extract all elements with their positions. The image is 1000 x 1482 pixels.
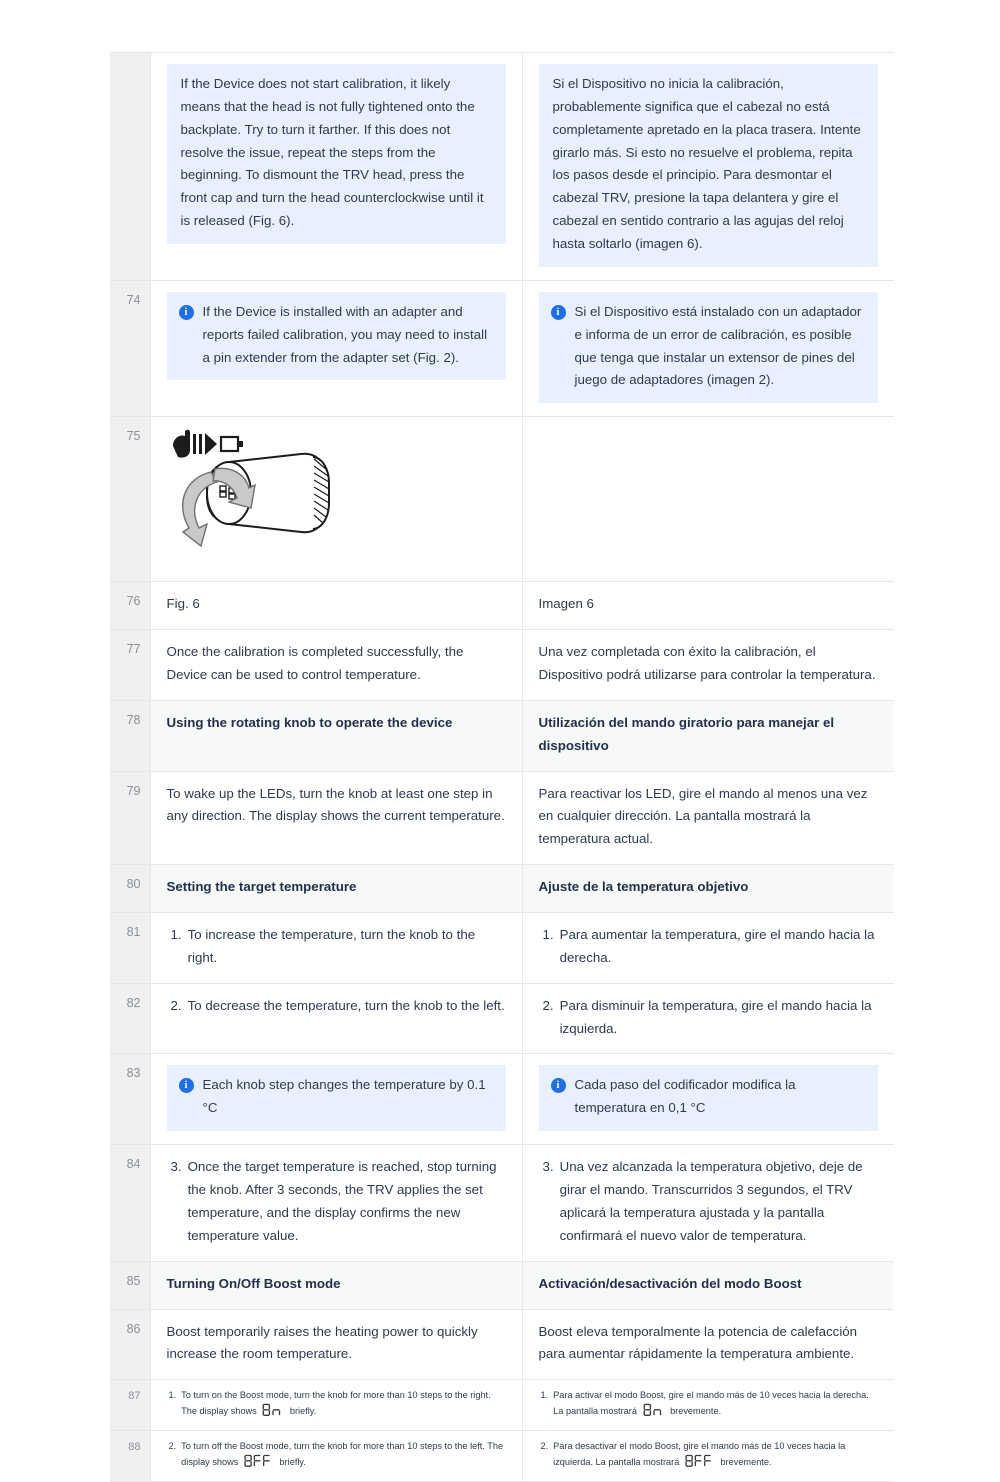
target-cell	[522, 53, 894, 281]
segment-number: 85	[110, 1261, 150, 1309]
source-cell: To wake up the LEDs, turn the knob at least one step in any direction. The display shows the current temperature.	[150, 771, 522, 865]
segment-number: 83	[110, 1054, 150, 1145]
list-marker: 1.	[168, 1390, 177, 1401]
note-callout-en: If the Device does not start calibration, it likely means that the head is not fully tightened onto the backplate. Try to turn it farther. If this does not resolve the issue, repeat the steps from the beginning. To dismount the TRV head, press the front cap and turn the head counterclockwise until it is released (Fig. 6).	[167, 64, 506, 244]
note-callout-es: Si el Dispositivo no inicia la calibración, probablemente significa que el cabezal no está completamente apretado en la placa trasera. Intente girarlo más. Si esto no resuelve el problema, repita los pasos desde el principio. Para desmontar el cabezal TRV, presione la tapa delantera y gire el cabezal en sentido contrario a las agujas del reloj hasta soltarlo (imagen 6).	[539, 64, 879, 267]
translation-segment-table	[110, 52, 894, 1482]
target-heading: Utilización del mando giratorio para manejar el dispositivo	[522, 700, 894, 771]
source-heading: Using the rotating knob to operate the device	[150, 700, 522, 771]
source-cell	[150, 913, 522, 984]
table-row	[110, 630, 894, 701]
list-text-es: Para aumentar la temperatura, gire el mando hacia la derecha.	[559, 927, 875, 965]
info-callout-text-en: If the Device is installed with an adapter and reports failed calibration, you may need to install a pin extender from the adapter set (Fig. 2).	[202, 303, 488, 365]
list-marker: 1.	[542, 927, 554, 943]
list-marker: 1.	[540, 1390, 549, 1401]
segment-number: 79	[110, 771, 150, 865]
list-marker: 2.	[540, 1441, 549, 1452]
seven-segment-display-off	[685, 1454, 715, 1472]
segment-number: 84	[110, 1145, 150, 1261]
info-callout-es	[539, 292, 879, 403]
table-row	[110, 280, 894, 416]
list-text-en-after: briefly.	[289, 1406, 317, 1417]
list-text-en: Once the target temperature is reached, stop turning the knob. After 3 seconds, the TRV applies the set temperature, and the display confirms the new temperature value.	[187, 1159, 497, 1243]
source-cell	[150, 53, 522, 281]
list-text-es	[553, 1439, 880, 1472]
list-text-es-after: brevemente.	[670, 1406, 722, 1417]
info-callout-es	[539, 1065, 879, 1131]
target-cell	[522, 280, 894, 416]
list-marker: 2.	[168, 1441, 177, 1452]
list-text-en-after: briefly.	[279, 1456, 306, 1467]
list-text-es-before: Para desactivar el modo Boost, gire el mando más de 10 veces hacia la izquierda. La pantalla mostrará	[553, 1441, 846, 1467]
seven-segment-display-on	[643, 1403, 665, 1421]
table-row	[110, 1054, 894, 1145]
list-item	[165, 1439, 508, 1472]
segment-number: 80	[110, 865, 150, 913]
list-item	[539, 1156, 879, 1247]
source-cell: Once the calibration is completed successfully, the Device can be used to control temperature.	[150, 630, 522, 701]
table-row	[110, 417, 894, 582]
table-row	[110, 53, 894, 281]
list-item	[539, 995, 879, 1041]
info-icon: i	[179, 1078, 194, 1093]
segment-number: 87	[110, 1380, 150, 1431]
info-icon: i	[179, 305, 194, 320]
target-cell	[522, 1431, 894, 1482]
list-text-es	[553, 1388, 880, 1421]
table-row	[110, 1380, 894, 1431]
table-row-heading	[110, 700, 894, 771]
table-row	[110, 771, 894, 865]
source-heading: Setting the target temperature	[150, 865, 522, 913]
source-cell	[150, 280, 522, 416]
table-row	[110, 1145, 894, 1261]
list-text-es: Para disminuir la temperatura, gire el mando hacia la izquierda.	[559, 997, 872, 1036]
source-cell: Boost temporarily raises the heating power to quickly increase the room temperature.	[150, 1309, 522, 1380]
target-heading: Ajuste de la temperatura objetivo	[522, 865, 894, 913]
segment-number: 74	[110, 280, 150, 416]
list-item	[167, 924, 506, 970]
segment-number: 75	[110, 417, 150, 582]
list-item	[165, 1388, 508, 1421]
source-cell: Fig. 6	[150, 582, 522, 630]
target-cell	[522, 1380, 894, 1431]
segment-number: 86	[110, 1309, 150, 1380]
list-text-es: Una vez alcanzada la temperatura objetivo, deje de girar el mando. Transcurridos 3 segundos, el TRV aplicará la temperatura ajustada y la pantalla confirmará el nuevo valor de temperatura.	[559, 1159, 863, 1243]
target-cell	[522, 983, 894, 1054]
table-row	[110, 983, 894, 1054]
source-heading: Turning On/Off Boost mode	[150, 1261, 522, 1309]
table-row-heading	[110, 1261, 894, 1309]
segment-number	[110, 53, 150, 281]
segment-number: 88	[110, 1431, 150, 1482]
table-row	[110, 913, 894, 984]
info-callout-text-en: Each knob step changes the temperature by 0.1 °C	[202, 1077, 486, 1116]
target-heading: Activación/desactivación del modo Boost	[522, 1261, 894, 1309]
seven-segment-display-on	[262, 1403, 284, 1421]
table-row-heading	[110, 865, 894, 913]
source-cell	[150, 1431, 522, 1482]
table-row	[110, 1309, 894, 1380]
source-cell	[150, 1145, 522, 1261]
list-text-en-before: To turn off the Boost mode, turn the knob for more than 10 steps to the left. The display shows	[181, 1441, 504, 1467]
list-marker: 2.	[542, 997, 554, 1013]
list-item	[537, 1388, 881, 1421]
segment-number: 78	[110, 700, 150, 771]
segment-number: 77	[110, 630, 150, 701]
list-marker: 3.	[542, 1159, 554, 1175]
target-cell	[522, 913, 894, 984]
target-cell: Imagen 6	[522, 582, 894, 630]
table-row	[110, 1431, 894, 1482]
list-marker: 2.	[170, 997, 182, 1013]
list-item	[537, 1439, 881, 1472]
segment-number: 81	[110, 913, 150, 984]
source-cell	[150, 1054, 522, 1145]
list-text-en	[181, 1439, 507, 1472]
list-text-en	[181, 1388, 507, 1421]
list-text-en: To increase the temperature, turn the knob to the right.	[187, 927, 476, 965]
list-marker: 1.	[170, 927, 182, 943]
table-row	[110, 582, 894, 630]
target-cell	[522, 1054, 894, 1145]
list-text-es-after: brevemente.	[720, 1456, 772, 1467]
list-item	[167, 1156, 506, 1247]
source-cell-figure	[150, 417, 522, 582]
target-cell: Boost eleva temporalmente la potencia de calefacción para aumentar rápidamente la temperatura ambiente.	[522, 1309, 894, 1380]
source-cell	[150, 1380, 522, 1431]
info-icon: i	[551, 305, 566, 320]
list-marker: 3.	[170, 1159, 182, 1175]
source-cell	[150, 983, 522, 1054]
list-item	[167, 995, 506, 1018]
list-text-es-before: Para activar el modo Boost, gire el mando más de 10 veces hacia la derecha. La pantalla mostrará	[553, 1390, 869, 1417]
seven-segment-display-off	[244, 1454, 274, 1472]
info-callout-en	[167, 1065, 506, 1131]
info-icon: i	[551, 1078, 566, 1093]
info-callout-en	[167, 292, 506, 381]
trv-head-rotation-diagram	[167, 428, 367, 568]
segment-number: 76	[110, 582, 150, 630]
list-item	[539, 924, 879, 970]
segment-number: 82	[110, 983, 150, 1054]
target-cell-empty	[522, 417, 894, 582]
list-text-en-before: To turn on the Boost mode, turn the knob for more than 10 steps to the right. The display shows	[181, 1390, 491, 1417]
info-callout-text-es: Si el Dispositivo está instalado con un adaptador e informa de un error de calibración, es posible que tenga que instalar un extensor de pines del juego de adaptadores (imagen 2).	[574, 303, 862, 388]
list-text-en: To decrease the temperature, turn the knob to the left.	[187, 997, 505, 1013]
target-cell: Para reactivar los LED, gire el mando al menos una vez en cualquier dirección. La pantalla mostrará la temperatura actual.	[522, 771, 894, 865]
target-cell	[522, 1145, 894, 1261]
info-callout-text-es: Cada paso del codificador modifica la temperatura en 0,1 °C	[574, 1077, 796, 1116]
target-cell: Una vez completada con éxito la calibración, el Dispositivo podrá utilizarse para controlar la temperatura.	[522, 630, 894, 701]
